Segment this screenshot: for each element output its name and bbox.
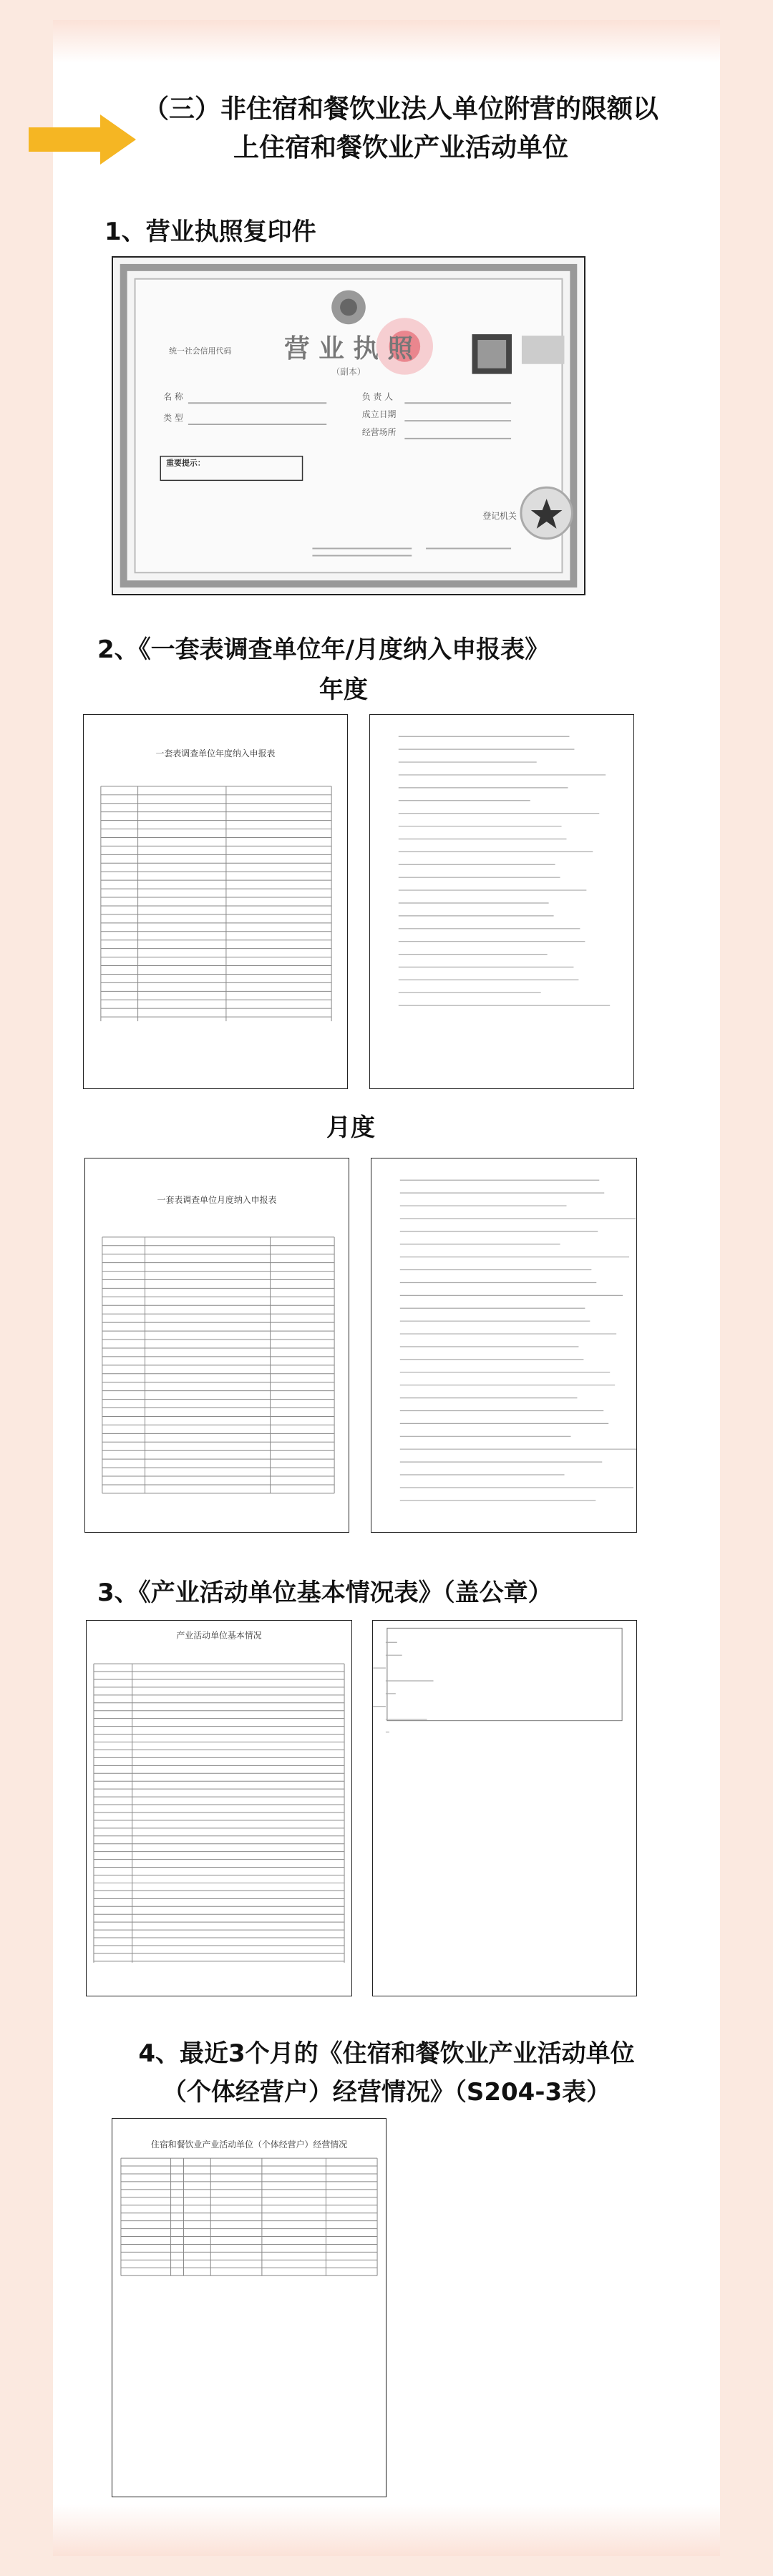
form-lines [102,1237,334,1493]
license-field-type: 类 型 [163,413,183,424]
license-field-owner: 负 责 人 [361,391,394,402]
business-license-image [112,256,585,595]
ops-form-title: 住宿和餐饮业产业活动单位（个体经营户）经营情况 [150,2140,348,2150]
year-form-title: 一套表调查单位年度纳入申报表 [155,748,276,759]
year-form-page1-image [83,714,348,1089]
license-heading: 营 业 执 照 [283,333,414,364]
item3-title: 3、《产业活动单位基本情况表》（盖公章） [97,1579,553,1607]
month-form-page1-image [84,1158,349,1533]
item2-title: 2、《一套表调查单位年/月度纳入申报表》 [97,635,550,664]
basic-info-page2-image [372,1620,637,1996]
month-form-page2-image [371,1158,637,1533]
license-authority: 登记机关 [482,510,517,521]
basic-info-page1-image [86,1620,352,1996]
item2-sub-month: 月度 [326,1113,375,1142]
item4-title-line1: 4、最近3个月的《住宿和餐饮业产业活动单位 [138,2039,635,2068]
month-form-title: 一套表调查单位月度纳入申报表 [157,1195,277,1206]
item2-sub-year: 年度 [319,675,368,704]
year-form-page2-image [369,714,634,1089]
item1-title: 1、营业执照复印件 [104,218,316,246]
panel-top-fade [53,20,720,63]
license-scope-label: 重要提示： [166,458,205,468]
license-field-date: 成立日期 [361,409,397,420]
license-copy-label: （副本） [331,366,366,377]
basic-form-title: 产业活动单位基本情况 [176,1630,262,1641]
license-field-place: 经营场所 [361,426,397,437]
operations-form-image [112,2118,386,2497]
form-lines [94,1664,344,1963]
form-lines [101,786,331,1021]
form-lines [121,2158,377,2275]
section-title-line1: （三）非住宿和餐饮业法人单位附营的限额以 [142,94,658,124]
panel-bottom-fade [53,2504,720,2556]
license-field-name: 名 称 [163,391,183,402]
license-code-label: 统一社会信用代码 [169,346,232,356]
item4-title-line2: （个体经营户）经营情况》（S204-3表） [162,2078,611,2107]
section-title-line2: 上住宿和餐饮业产业活动单位 [233,133,568,162]
